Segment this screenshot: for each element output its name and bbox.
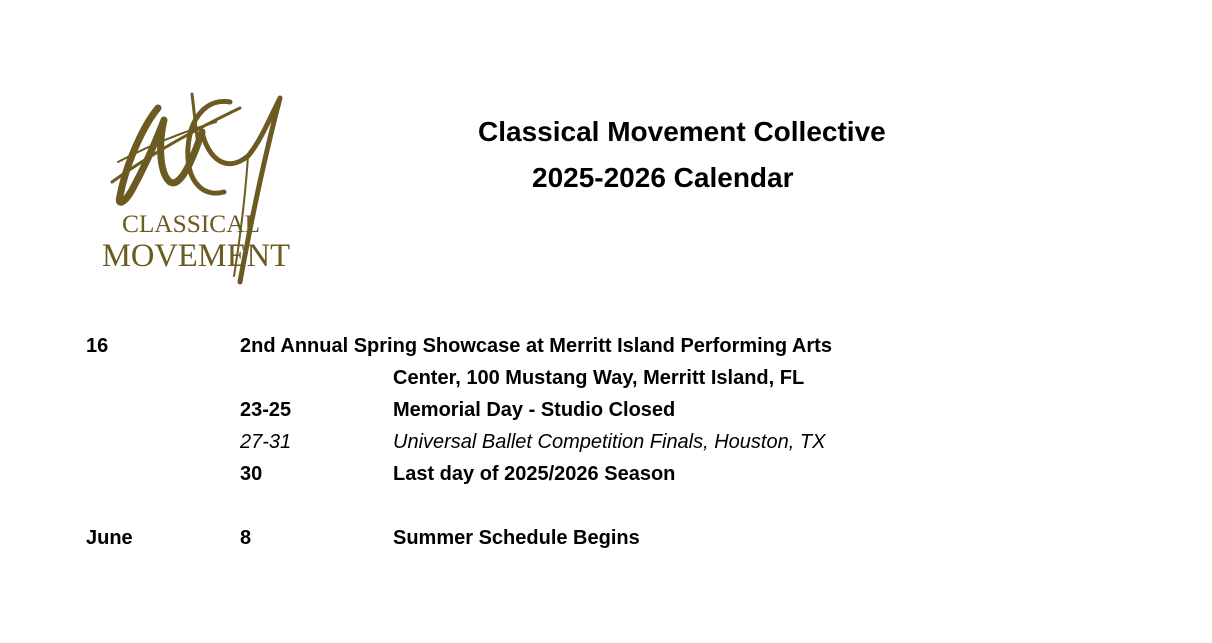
- row4-date: 30: [240, 463, 263, 485]
- row4-event: Last day of 2025/2026 Season: [393, 463, 676, 485]
- document-title: Classical Movement Collective: [478, 116, 886, 147]
- row2-event: Memorial Day - Studio Closed: [393, 399, 676, 421]
- row1-event-continued: Center, 100 Mustang Way, Merritt Island, FL: [393, 367, 805, 389]
- row5-event: Summer Schedule Begins: [393, 527, 640, 549]
- classical-movement-logo: [98, 86, 294, 286]
- document-subtitle: 2025-2026 Calendar: [532, 162, 794, 193]
- row3-date: 27-31: [240, 431, 292, 453]
- row3-event: Universal Ballet Competition Finals, Houston, TX: [393, 431, 826, 453]
- row2-date: 23-25: [240, 399, 292, 421]
- row5-month: June: [86, 527, 133, 549]
- row1-event: 2nd Annual Spring Showcase at Merritt Island Performing Arts: [240, 335, 832, 357]
- logo-line1: CLASSICAL: [122, 211, 260, 238]
- row1-day: 16: [86, 335, 109, 357]
- row5-date: 8: [240, 527, 252, 549]
- logo-line2: MOVEMENT: [102, 238, 290, 274]
